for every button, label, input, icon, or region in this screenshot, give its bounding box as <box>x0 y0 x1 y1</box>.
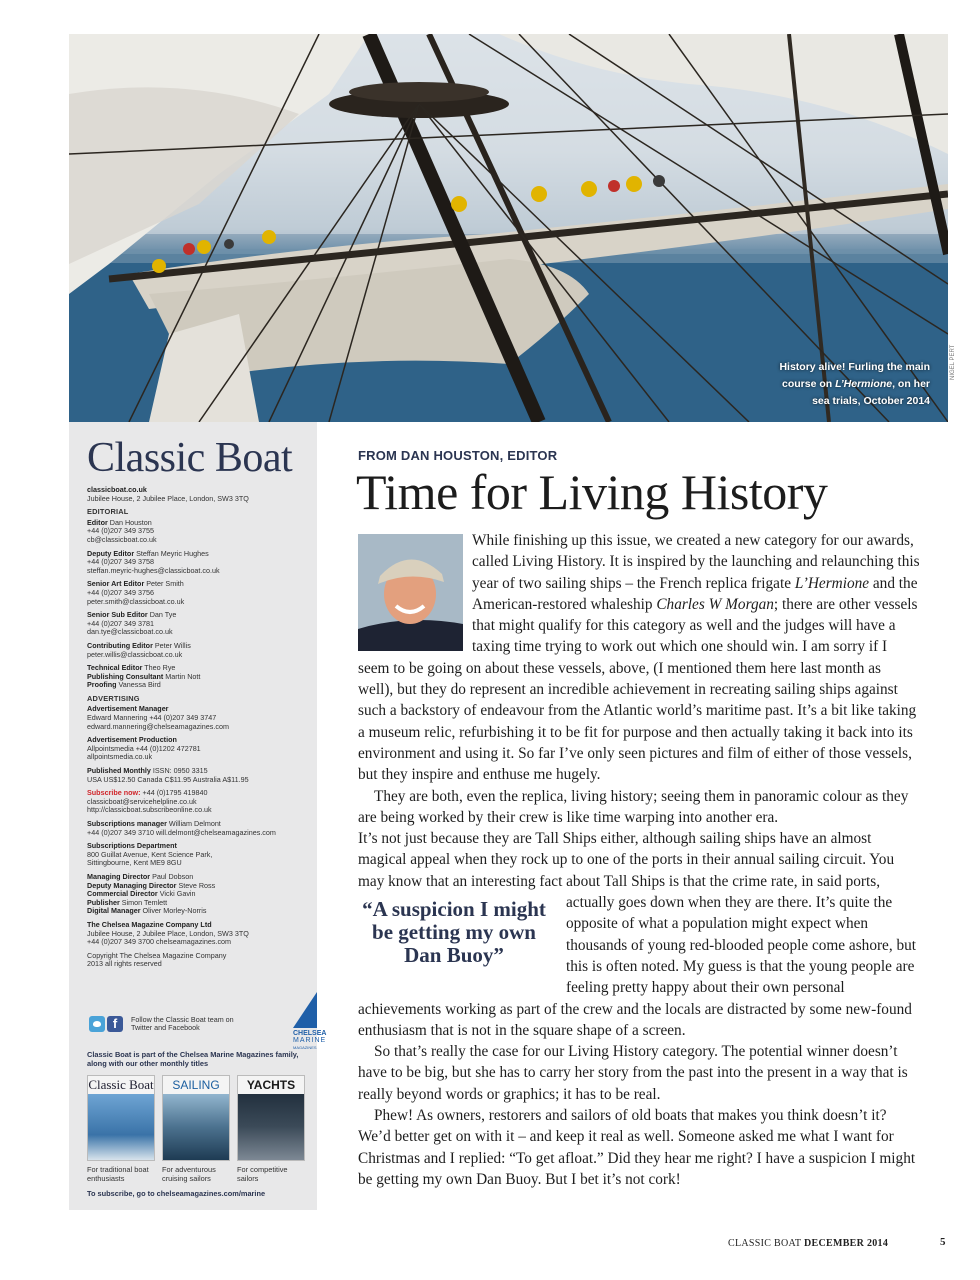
staff-role: Commercial Director <box>87 889 158 899</box>
footer-issue: DECEMBER 2014 <box>803 1238 889 1249</box>
caption-ship-name: L’Hermione <box>835 378 893 390</box>
photo-credit: NIGEL PERT <box>950 344 956 380</box>
cover-prices: USA US$12.50 Canada C$11.95 Australia A$11.95 <box>87 774 249 784</box>
staff-name: Dan Tye <box>149 610 177 620</box>
staff-name: Dan Houston <box>109 517 152 527</box>
facebook-icon[interactable]: f <box>107 1016 123 1032</box>
chelsea-logo-line: MAGAZINES <box>293 1045 317 1050</box>
staff-technical <box>87 664 301 690</box>
cover-title: YACHTS <box>238 1076 304 1094</box>
cover-title: SAILING <box>163 1076 229 1094</box>
sailing-today-cover[interactable] <box>162 1075 230 1161</box>
staff-role: Deputy Editor <box>87 548 135 558</box>
cover-caption: For competitive sailors <box>237 1165 288 1183</box>
website-link[interactable]: allpointsmedia.co.uk <box>87 752 153 762</box>
advertising-heading: ADVERTISING <box>87 693 140 703</box>
staff-role: Subscriptions manager <box>87 819 167 828</box>
paragraph-text: It’s not just because they are Tall Ships either, although sailing ships have an almost magical appeal when they rock up to one of the ports in their annual sailing circuit. You may know that an interesting fact about Tall Ships is that the crime rate, in said ports, actually goes down when they are there. It’s quite the opposite of what a population might expect when thousands of young red-blooded people come ashore, but this is often noted. My guess is that the young people are feeling pretty happy about their own personal achievements working as part of the crew and the locals are distracted by some new-found enthusiasm that is not in the square shape of a screen. <box>358 830 917 1039</box>
staff-name: Steffan Meyric Hughes <box>136 548 209 558</box>
editorial-heading: EDITORIAL <box>87 507 129 517</box>
cover-title: Classic Boat <box>88 1077 154 1092</box>
staff-role: Publisher <box>87 897 120 907</box>
caption-line-2-pre: course on <box>781 378 836 390</box>
paragraph-text: While finishing up this issue, we created a new category for our awards, called Living History. It is inspired by the launching and relaunching this year of two sailing ships – the French replica frigate <box>472 532 920 592</box>
staff-line: Allpointsmedia +44 (0)1202 472781 <box>87 743 201 753</box>
staff-phone: +44 (0)207 349 3781 <box>87 618 154 628</box>
caption-line-1: History alive! Furling the main <box>779 361 930 373</box>
article-body <box>358 530 920 1190</box>
classic-boat-cover[interactable] <box>87 1075 155 1161</box>
staff-name: Theo Rye <box>144 663 176 673</box>
staff-name: Vanessa Bird <box>118 680 161 690</box>
staff-email[interactable]: dan.tye@classicboat.co.uk <box>87 627 173 637</box>
paragraph-text: ; there are other vessels that might qualify for this category as well and the judges will have a taxing time trying to work out which one should win. I am sorry if I seem to be going on about these vessels, above, (I mentioned them here last month as well), but they do represent an incredible achievement in recreating sailing ships against such a backstory of endeavour from the Atlantic world’s maritime past. It’s a bit like taking a museum relic, refurbishing it to be fit for purpose and then actually taking it back into its environment and using it. So far I’ve only seen pictures and film of either of those vessels, but they inspire and enthuse me hugely. <box>358 595 918 784</box>
pullquote-spacer <box>358 894 566 992</box>
article-kicker: FROM DAN HOUSTON, EDITOR <box>358 448 558 463</box>
address-line: +44 (0)207 349 3700 chelseamagazines.com <box>87 937 232 947</box>
copyright <box>87 952 301 969</box>
staff-name: Vicki Gavin <box>159 889 196 899</box>
article-headline: Time for Living History <box>356 464 828 520</box>
ad-production <box>87 736 301 762</box>
pull-quote: “A suspicion I might be getting my own Dan Buoy” <box>362 897 546 967</box>
staff-role: Proofing <box>87 680 117 690</box>
portrait-spacer <box>358 530 472 657</box>
ad-manager <box>87 705 301 731</box>
staff-phone: +44 (0)207 349 3755 <box>87 526 154 536</box>
staff-role: Senior Art Editor <box>87 579 145 589</box>
staff-deputy-editor <box>87 550 301 576</box>
issn: ISSN: 0950 3315 <box>152 766 208 776</box>
chelsea-logo-line: MARINE <box>293 1037 327 1044</box>
company-info <box>87 921 301 947</box>
staff-name: Martin Nott <box>165 671 201 681</box>
staff-editor <box>87 519 301 545</box>
subscribe-info <box>87 789 301 815</box>
copyright-line: 2013 all rights reserved <box>87 959 162 969</box>
company-name: The Chelsea Magazine Company Ltd <box>87 919 212 929</box>
staff-role: Digital Manager <box>87 906 141 916</box>
staff-role: Deputy Managing Director <box>87 880 177 890</box>
subscribe-footer[interactable]: To subscribe, go to chelseamagazines.com/marine <box>87 1189 266 1198</box>
management-team <box>87 873 301 916</box>
subscribe-email[interactable]: classicboat@servicehelpline.co.uk <box>87 796 197 806</box>
paragraph-4: So that’s really the case for our Living History category. The potential winner doesn’t have to be big, but she has to carry her story from the past into the present in a way that is really beyond words or graphics; it has to be real. <box>358 1043 908 1103</box>
family-note: Classic Boat is part of the Chelsea Marine Magazines family, along with our other monthly titles <box>87 1050 299 1068</box>
staff-role: Editor <box>87 517 108 527</box>
magazine-covers <box>87 1075 309 1165</box>
social-links <box>89 1012 327 1052</box>
staff-name: William Delmont <box>168 819 221 828</box>
staff-role: Advertisement Production <box>87 735 177 745</box>
page-number: 5 <box>940 1236 946 1248</box>
subscriptions-department <box>87 842 301 868</box>
staff-senior-sub-editor <box>87 611 301 637</box>
hero-photo <box>69 34 948 422</box>
staff-phone: +44 (0)207 349 3756 <box>87 587 154 597</box>
staff-name: Peter Willis <box>154 640 191 650</box>
address-line: 800 Guillat Avenue, Kent Science Park, <box>87 849 213 859</box>
contact-address <box>87 486 301 503</box>
staff-role: Managing Director <box>87 871 151 881</box>
staff-name: Simon Temlett <box>121 897 168 907</box>
cover-caption: For adventurous cruising sailors <box>162 1165 216 1183</box>
staff-role: Subscriptions Department <box>87 841 177 851</box>
paragraph-5: Phew! As owners, restorers and sailors of old boats that makes you think doesn’t it? We’d better get on with it – and keep it real as well. Someone asked me what I want for Christmas and I replied: “To get afloat.” Did they hear me right? I have a suspicion I might be getting my own Dan Buoy. But I bet it’s not cork! <box>358 1107 916 1188</box>
address-line: Jubilee House, 2 Jubilee Place, London, SW3 3TQ <box>87 928 249 938</box>
yachts-yachting-cover[interactable] <box>237 1075 305 1161</box>
published-label: Published Monthly <box>87 766 151 776</box>
caption-line-3: sea trials, October 2014 <box>812 395 930 407</box>
staff-name: Steve Ross <box>178 880 216 890</box>
page-footer <box>728 1238 888 1249</box>
subscribe-label: Subscribe now: <box>87 788 141 798</box>
staff-role: Contributing Editor <box>87 640 153 650</box>
chelsea-logo-line: CHELSEA <box>293 1030 327 1037</box>
copyright-line: Copyright The Chelsea Magazine Company <box>87 950 227 960</box>
staff-role: Senior Sub Editor <box>87 610 148 620</box>
staff-name: Oliver Morley-Norris <box>142 906 207 916</box>
follow-text: Follow the Classic Boat team on Twitter and Facebook <box>131 1015 234 1033</box>
staff-email[interactable]: edward.mannering@chelseamagazines.com <box>87 721 229 731</box>
staff-role: Technical Editor <box>87 663 143 673</box>
staff-role: Publishing Consultant <box>87 671 164 681</box>
subscriptions-manager <box>87 820 301 837</box>
ship-name: Charles W Morgan <box>656 595 774 613</box>
staff-senior-art-editor <box>87 580 301 606</box>
staff-email[interactable]: steffan.meyric-hughes@classicboat.co.uk <box>87 565 220 575</box>
staff-phone: +44 (0)207 349 3758 <box>87 557 154 567</box>
staff-role: Advertisement Manager <box>87 704 169 714</box>
staff-email[interactable]: cb@classicboat.co.uk <box>87 534 157 544</box>
ship-name: L’Hermione <box>794 574 870 592</box>
cover-caption: For traditional boat enthusiasts <box>87 1165 149 1183</box>
staff-line: Edward Mannering +44 (0)207 349 3747 <box>87 713 217 723</box>
staff-name: Peter Smith <box>146 579 184 589</box>
address-line: Sittingbourne, Kent ME9 8GU <box>87 858 182 868</box>
publication-info <box>87 767 301 784</box>
staff-contributing-editor <box>87 642 301 659</box>
masthead-sidebar <box>69 422 327 1210</box>
photo-caption <box>760 359 930 410</box>
caption-line-2-post: , on her <box>892 378 930 390</box>
classic-boat-logo: Classic Boat <box>87 435 293 481</box>
staff-email[interactable]: peter.smith@classicboat.co.uk <box>87 596 185 606</box>
staff-line: +44 (0)207 349 3710 will.delmont@chelseamagazines.com <box>87 827 276 837</box>
website-link[interactable]: classicboat.co.uk <box>87 485 147 494</box>
subscribe-link[interactable]: http://classicboat.subscribeonline.co.uk <box>87 805 212 815</box>
footer-magazine: CLASSIC BOAT <box>728 1238 802 1249</box>
chelsea-marine-logo <box>293 1030 326 1051</box>
office-address: Jubilee House, 2 Jubilee Place, London, SW3 3TQ <box>87 493 249 503</box>
staff-email[interactable]: peter.willis@classicboat.co.uk <box>87 649 183 659</box>
paragraph-2: They are both, even the replica, living history; seeing them in panoramic colour as they are being worked by their crew is like time warping into another era. <box>358 787 909 826</box>
staff-name: Paul Dobson <box>152 871 194 881</box>
paragraph-text: and the American-restored whaleship <box>472 574 918 613</box>
twitter-icon[interactable] <box>89 1016 105 1032</box>
subscribe-phone: +44 (0)1795 419840 <box>142 788 208 798</box>
